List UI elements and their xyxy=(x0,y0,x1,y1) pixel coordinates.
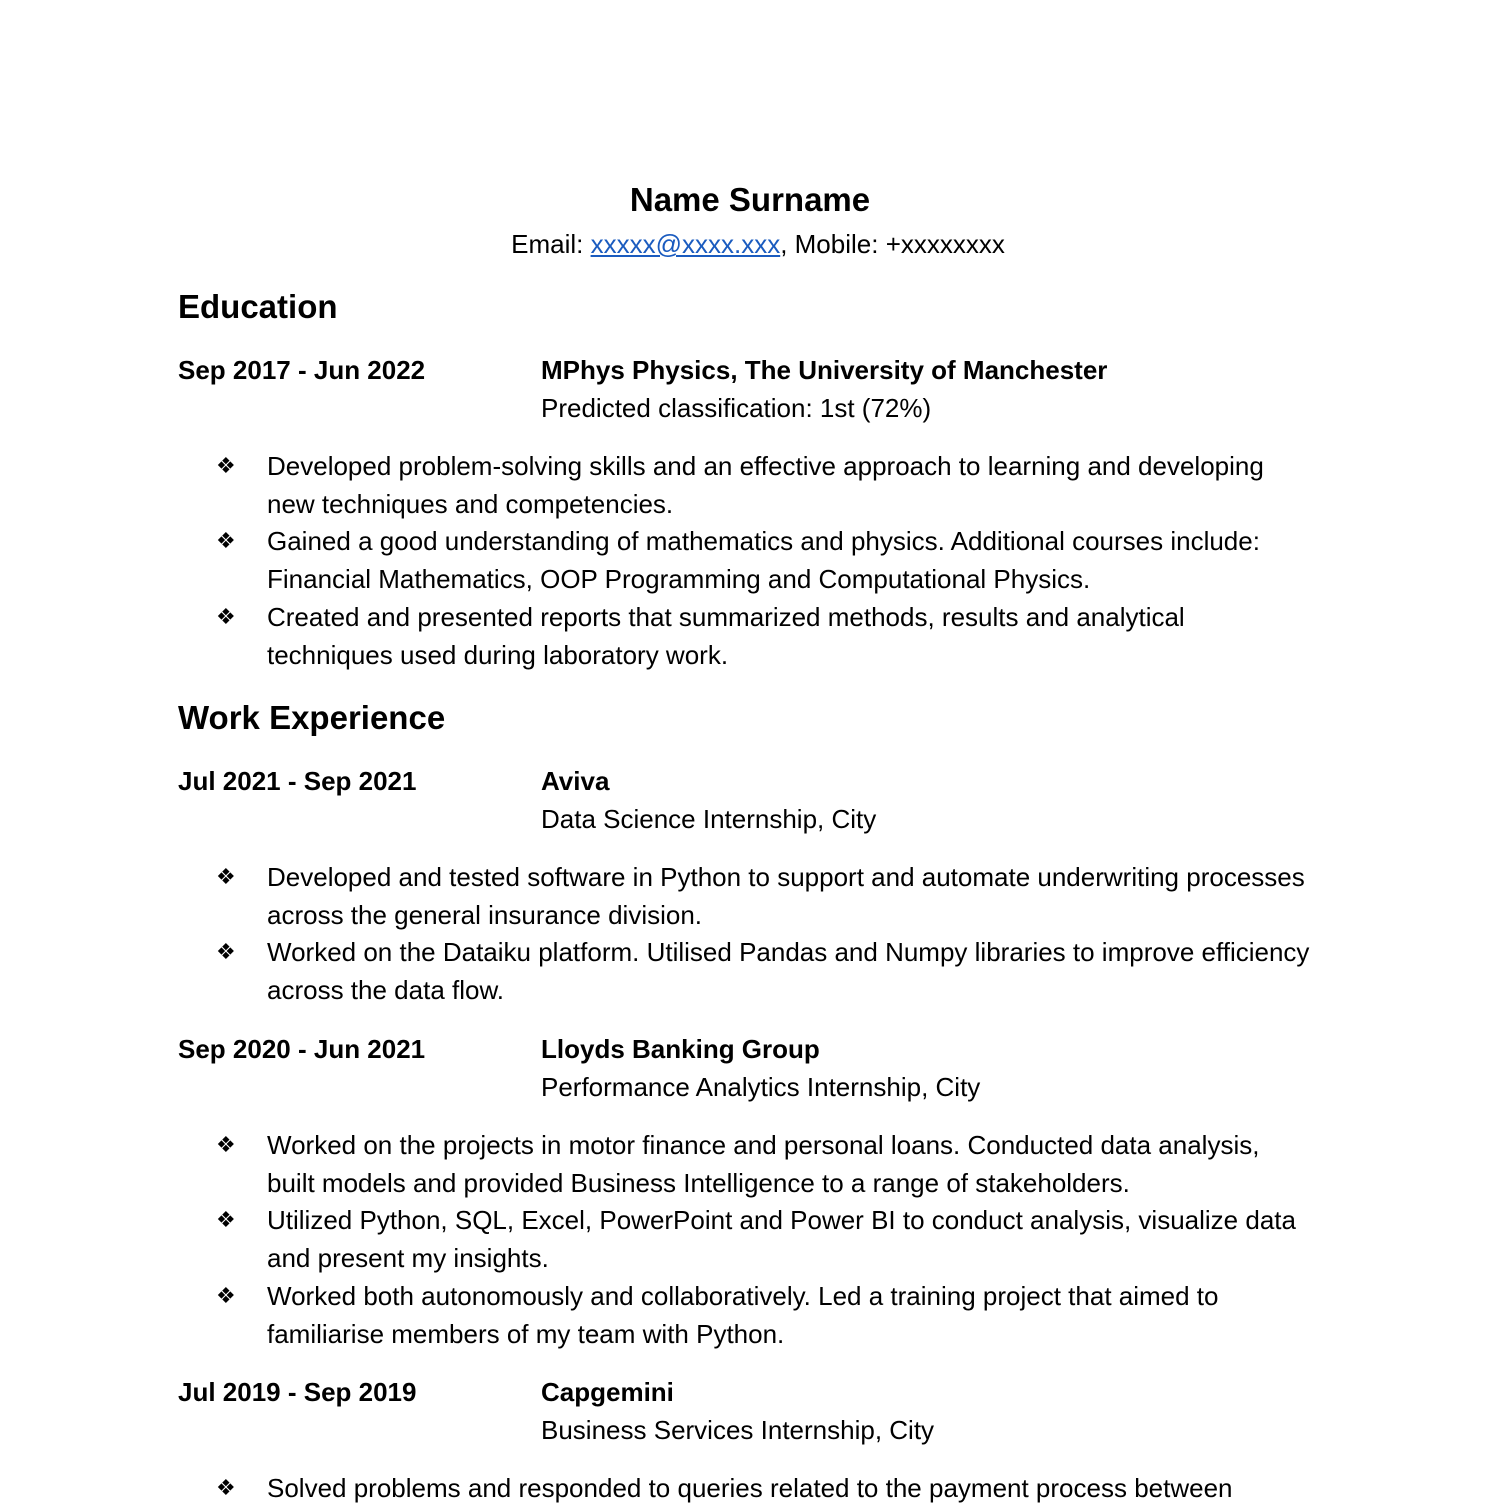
work-bullets xyxy=(0,1127,1500,1353)
mobile-label: , Mobile: xyxy=(780,229,886,259)
education-date: Sep 2017 - Jun 2022 xyxy=(178,355,426,385)
mobile-number: +xxxxxxxx xyxy=(885,229,1005,259)
list-item xyxy=(0,1127,1310,1202)
bullet-text: Developed and tested software in Python to support and automate underwriting processes across the general insurance division. xyxy=(267,862,1305,930)
diamond-bullet-icon: ❖ xyxy=(216,865,236,890)
work-date: Sep 2020 - Jun 2021 xyxy=(178,1034,426,1064)
diamond-bullet-icon: ❖ xyxy=(216,940,236,966)
list-item xyxy=(0,859,1310,934)
work-role: Data Science Internship, City xyxy=(541,804,877,834)
diamond-bullet-icon: ❖ xyxy=(216,1476,236,1501)
bullet-text: Developed problem-solving skills and an effective approach to learning and developing new techniques and competencies. xyxy=(267,451,1264,519)
list-item xyxy=(0,934,1310,1009)
bullet-text: Gained a good understanding of mathematics and physics. Additional courses include: Financial Mathematics, OOP Programming and Computational Physics. xyxy=(267,526,1260,595)
diamond-bullet-icon: ❖ xyxy=(216,529,236,555)
diamond-bullet-icon: ❖ xyxy=(216,604,236,630)
diamond-bullet-icon: ❖ xyxy=(216,1208,236,1234)
education-heading: Education xyxy=(178,288,338,325)
bullet-text: Utilized Python, SQL, Excel, PowerPoint and Power BI to conduct analysis, visualize data and present my insights. xyxy=(267,1205,1296,1274)
work-company: Lloyds Banking Group xyxy=(541,1034,820,1064)
bullet-text: Worked on the Dataiku platform. Utilised Pandas and Numpy libraries to improve efficiency across the data flow. xyxy=(267,937,1310,1006)
list-item xyxy=(0,523,1310,598)
bullet-text: Solved problems and responded to queries related to the payment process between xyxy=(267,1473,1233,1503)
work-experience-heading: Work Experience xyxy=(178,699,446,736)
work-company: Aviva xyxy=(541,766,610,796)
work-date: Jul 2021 - Sep 2021 xyxy=(178,766,417,796)
diamond-bullet-icon: ❖ xyxy=(216,1283,236,1309)
list-item xyxy=(0,1470,1310,1508)
diamond-bullet-icon: ❖ xyxy=(216,1133,236,1158)
email-link[interactable]: xxxxx@xxxx.xxx xyxy=(590,229,781,259)
work-date: Jul 2019 - Sep 2019 xyxy=(178,1377,417,1407)
work-bullets xyxy=(0,1470,1500,1508)
diamond-bullet-icon: ❖ xyxy=(216,454,236,479)
education-bullets xyxy=(0,448,1500,674)
contact-line xyxy=(0,226,1500,262)
list-item xyxy=(0,1278,1310,1353)
work-company: Capgemini xyxy=(541,1377,674,1407)
education-classification: Predicted classification: 1st (72%) xyxy=(541,393,932,423)
list-item xyxy=(0,448,1310,523)
bullet-text: Created and presented reports that summarized methods, results and analytical techniques used during laboratory work. xyxy=(267,601,1185,670)
work-role: Performance Analytics Internship, City xyxy=(541,1072,981,1102)
list-item xyxy=(0,1202,1310,1277)
email-label: Email: xyxy=(511,229,591,259)
candidate-name: Name Surname xyxy=(629,181,871,218)
education-degree: MPhys Physics, The University of Manchester xyxy=(541,355,1108,385)
bullet-text: Worked both autonomously and collaboratively. Led a training project that aimed to familiarise members of my team with Python. xyxy=(267,1280,1219,1349)
list-item xyxy=(0,599,1310,674)
work-bullets xyxy=(0,859,1500,1010)
work-role: Business Services Internship, City xyxy=(541,1415,935,1445)
bullet-text: Worked on the projects in motor finance and personal loans. Conducted data analysis, built models and provided Business Intelligence to a range of stakeholders. xyxy=(267,1130,1260,1198)
